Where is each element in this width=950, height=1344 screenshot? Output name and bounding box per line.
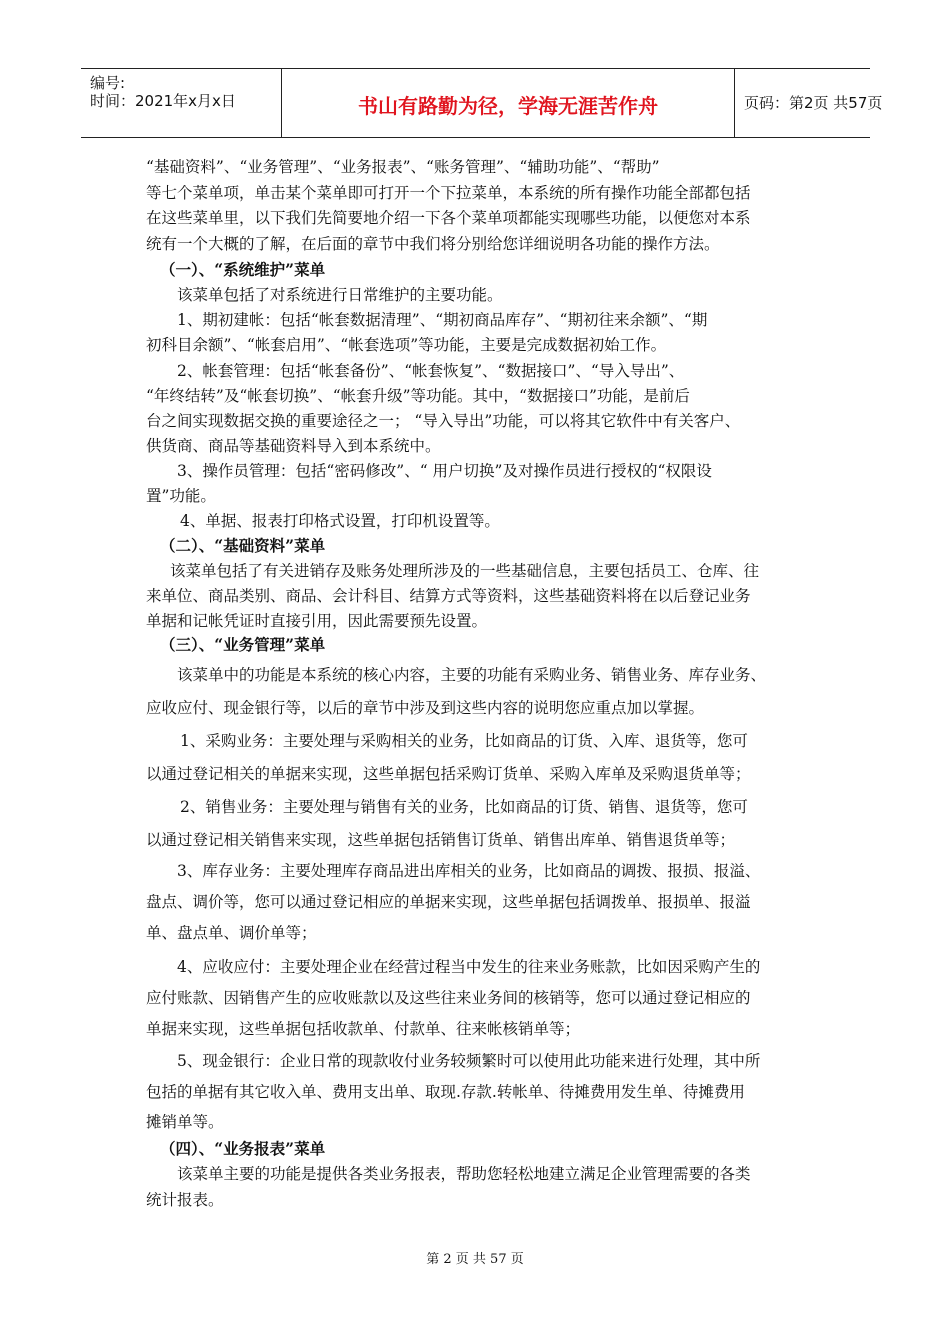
body-line: 2、帐套管理：包括“帐套备份”、“帐套恢复”、“数据接口”、“导入导出”、 xyxy=(177,362,685,380)
body-line: 等七个菜单项，单击某个菜单即可打开一个下拉菜单，本系统的所有操作功能全部都包括 xyxy=(146,184,751,202)
body-line: 应收应付、现金银行等，以后的章节中涉及到这些内容的说明您应重点加以掌握。 xyxy=(146,699,705,717)
body-line: 4、应收应付：主要处理企业在经营过程当中发生的往来业务账款，比如因采购产生的 xyxy=(177,958,761,976)
body-line: 摊销单等。 xyxy=(146,1113,224,1131)
body-line: 统有一个大概的了解，在后面的章节中我们将分别给您详细说明各功能的操作方法。 xyxy=(146,235,720,253)
body-line: 4、单据、报表打印格式设置，打印机设置等。 xyxy=(180,512,500,530)
section-heading: （三）、“业务管理”菜单 xyxy=(160,635,326,654)
body-line: 3、操作员管理：包括“密码修改”、“ 用户切换”及对操作员进行授权的“权限设 xyxy=(177,462,712,480)
body-line: 盘点、调价等，您可以通过登记相应的单据来实现，这些单据包括调拨单、报损单、报溢 xyxy=(146,893,751,911)
header-motto: 书山有路勤为径，学海无涯苦作舟 xyxy=(358,94,658,118)
body-line: 单据来实现，这些单据包括收款单、付款单、往来帐核销单等； xyxy=(146,1020,581,1038)
body-line: 以通过登记相关销售来实现，这些单据包括销售订货单、销售出库单、销售退货单等； xyxy=(146,831,736,849)
body-line: 2、销售业务：主要处理与销售有关的业务，比如商品的订货、销售、退货等，您可 xyxy=(180,798,748,816)
document-date-label: 时间：2021年x月x日 xyxy=(90,92,236,110)
body-line: 该菜单主要的功能是提供各类业务报表，帮助您轻松地建立满足企业管理需要的各类 xyxy=(177,1165,751,1183)
header-page-number: 页码：第2页 共57页 xyxy=(744,94,883,112)
body-line: 5、现金银行：企业日常的现款收付业务较频繁时可以使用此功能来进行处理，其中所 xyxy=(177,1052,761,1070)
body-line: 置”功能。 xyxy=(146,487,216,505)
page-footer: 第 2 页 共 57 页 xyxy=(426,1252,524,1267)
body-line: 该菜单包括了对系统进行日常维护的主要功能。 xyxy=(177,286,503,304)
body-line: 统计报表。 xyxy=(146,1191,224,1209)
body-line: 1、采购业务：主要处理与采购相关的业务，比如商品的订货、入库、退货等，您可 xyxy=(180,732,748,750)
body-line: 台之间实现数据交换的重要途径之一； “导入导出”功能，可以将其它软件中有关客户、 xyxy=(146,412,741,430)
body-line: 初科目余额”、“帐套启用”、“帐套选项”等功能，主要是完成数据初始工作。 xyxy=(146,336,667,354)
document-number-label: 编号: xyxy=(90,74,126,92)
body-line: 1、期初建帐：包括“帐套数据清理”、“期初商品库存”、“期初往来余额”、“期 xyxy=(177,311,708,329)
body-line: “年终结转”及“帐套切换”、“帐套升级”等功能。其中，“数据接口”功能，是前后 xyxy=(146,387,690,405)
section-heading: （二）、“基础资料”菜单 xyxy=(160,536,326,555)
body-line: 3、库存业务：主要处理库存商品进出库相关的业务，比如商品的调拨、报损、报溢、 xyxy=(177,862,761,880)
body-line: 包括的单据有其它收入单、费用支出单、取现.存款.转帐单、待摊费用发生单、待摊费用 xyxy=(146,1083,745,1101)
body-line: 该菜单包括了有关进销存及账务处理所涉及的一些基础信息，主要包括员工、仓库、往 xyxy=(170,562,760,580)
body-line: 应付账款、因销售产生的应收账款以及这些往来业务间的核销等，您可以通过登记相应的 xyxy=(146,989,751,1007)
body-line: 单据和记帐凭证时直接引用，因此需要预先设置。 xyxy=(146,612,488,630)
body-line: “基础资料”、“业务管理”、“业务报表”、“账务管理”、“辅助功能”、“帮助” xyxy=(146,158,660,176)
body-line: 来单位、商品类别、商品、会计科目、结算方式等资料，这些基础资料将在以后登记业务 xyxy=(146,587,751,605)
body-line: 单、盘点单、调价单等； xyxy=(146,924,317,942)
body-line: 供货商、商品等基础资料导入到本系统中。 xyxy=(146,437,441,455)
body-line: 在这些菜单里，以下我们先简要地介绍一下各个菜单项都能实现哪些功能，以便您对本系 xyxy=(146,209,751,227)
body-line: 以通过登记相关的单据来实现，这些单据包括采购订货单、采购入库单及采购退货单等； xyxy=(146,765,751,783)
section-heading: （一）、“系统维护”菜单 xyxy=(160,260,326,279)
section-heading: （四）、“业务报表”菜单 xyxy=(160,1139,326,1158)
body-line: 该菜单中的功能是本系统的核心内容，主要的功能有采购业务、销售业务、库存业务、 xyxy=(177,666,767,684)
